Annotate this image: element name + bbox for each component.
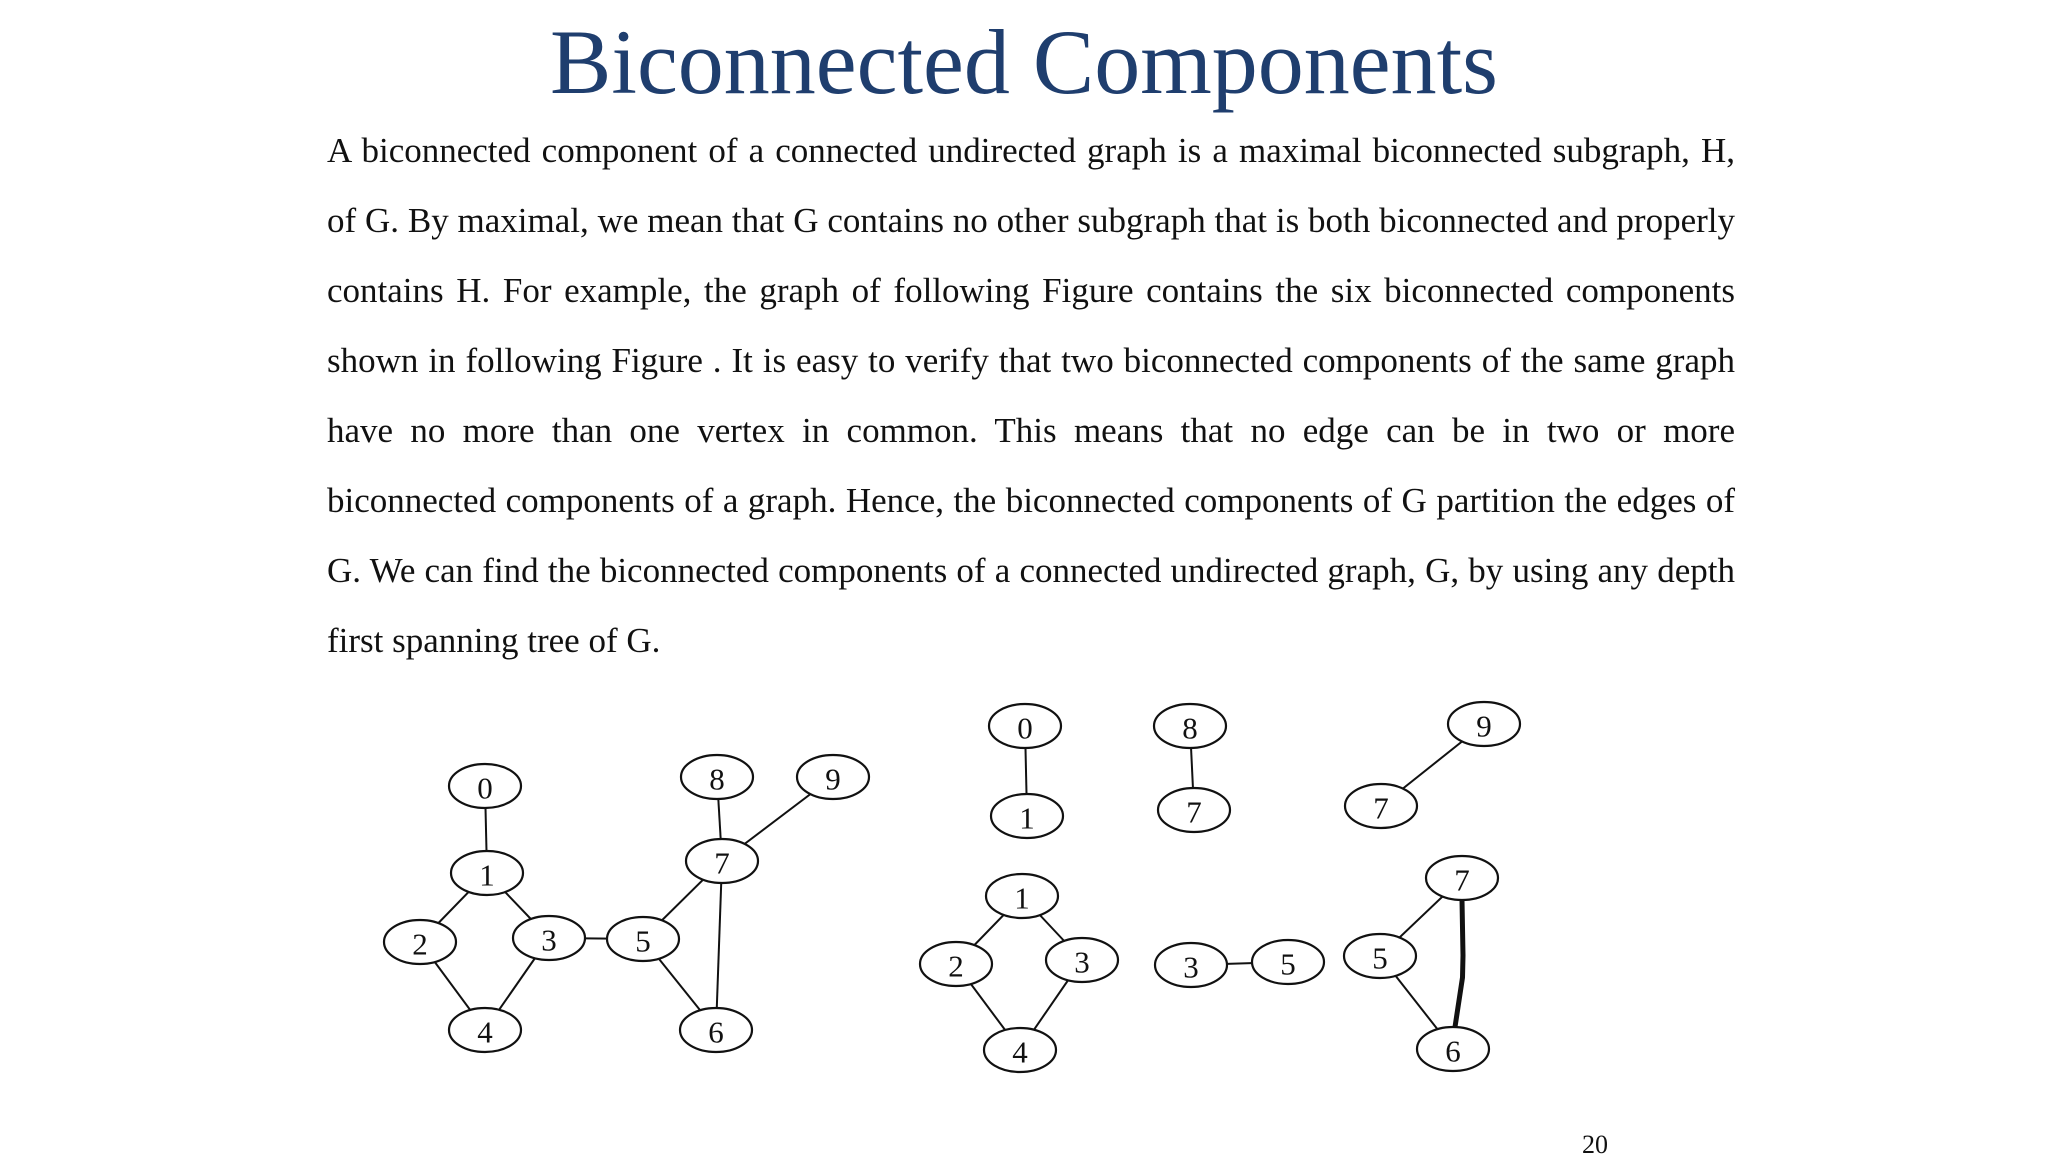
edge-7-6 bbox=[1455, 900, 1463, 1027]
component-7-9 bbox=[1345, 702, 1520, 828]
vertex-7 bbox=[1345, 784, 1417, 828]
component-8-7 bbox=[1154, 704, 1230, 832]
vertex-label: 2 bbox=[948, 948, 964, 984]
vertex-2 bbox=[384, 920, 456, 964]
vertex-label: 5 bbox=[1372, 940, 1388, 976]
vertex-label: 9 bbox=[1476, 708, 1492, 744]
component-3-5 bbox=[1155, 940, 1324, 987]
vertex-5 bbox=[607, 917, 679, 961]
vertex-label: 7 bbox=[1186, 794, 1202, 830]
vertex-2 bbox=[920, 942, 992, 986]
vertex-8 bbox=[681, 755, 753, 799]
vertex-label: 6 bbox=[1445, 1033, 1461, 1069]
vertex-6 bbox=[680, 1008, 752, 1052]
vertex-4 bbox=[984, 1028, 1056, 1072]
slide-title: Biconnected Components bbox=[550, 11, 1498, 113]
page-number: 20 bbox=[1582, 1130, 1608, 1159]
component-1-2-3-4 bbox=[920, 874, 1118, 1072]
vertex-1 bbox=[991, 794, 1063, 838]
vertex-label: 2 bbox=[412, 926, 428, 962]
vertex-3 bbox=[1155, 943, 1227, 987]
vertex-8 bbox=[1154, 704, 1226, 748]
vertex-label: 8 bbox=[1182, 710, 1198, 746]
vertex-0 bbox=[449, 764, 521, 808]
vertex-label: 3 bbox=[541, 922, 557, 958]
vertex-label: 4 bbox=[1012, 1034, 1028, 1070]
vertex-label: 5 bbox=[1280, 946, 1296, 982]
vertex-label: 8 bbox=[709, 761, 725, 797]
vertex-label: 7 bbox=[1454, 862, 1470, 898]
vertex-7 bbox=[1158, 788, 1230, 832]
vertex-5 bbox=[1344, 934, 1416, 978]
vertex-1 bbox=[986, 874, 1058, 918]
vertex-label: 7 bbox=[714, 845, 730, 881]
vertex-label: 1 bbox=[1014, 880, 1030, 916]
vertex-1 bbox=[451, 851, 523, 895]
body-paragraph: A biconnected component of a connected undirected graph is a maximal biconnected subgraph, H, of G. By maximal, we mean that G contains no other subgraph that is both biconnected and properly contains H. For example, the graph of following Figure contains the six biconnected components shown in following Figure . It is easy to verify that two biconnected components of the same graph have no more than one vertex in common. This means that no edge can be in two or more biconnected components of a graph. Hence, the biconnected components of G partition the edges of G. We can find the biconnected components of a connected undirected graph, G, by using any depth first spanning tree of G. bbox=[327, 131, 1735, 660]
graph-g bbox=[384, 755, 869, 1052]
vertex-9 bbox=[797, 755, 869, 799]
vertex-label: 1 bbox=[479, 857, 495, 893]
vertex-9 bbox=[1448, 702, 1520, 746]
vertex-label: 0 bbox=[1017, 710, 1033, 746]
vertex-label: 1 bbox=[1019, 800, 1035, 836]
vertex-7 bbox=[1426, 856, 1498, 900]
vertex-3 bbox=[513, 916, 585, 960]
vertex-label: 3 bbox=[1074, 944, 1090, 980]
vertex-label: 7 bbox=[1373, 790, 1389, 826]
vertex-label: 5 bbox=[635, 923, 651, 959]
vertex-label: 0 bbox=[477, 770, 493, 806]
vertex-0 bbox=[989, 704, 1061, 748]
vertex-label: 9 bbox=[825, 761, 841, 797]
vertex-label: 6 bbox=[708, 1014, 724, 1050]
component-0-1 bbox=[989, 704, 1063, 838]
vertex-label: 4 bbox=[477, 1014, 493, 1050]
edge-7-6 bbox=[716, 861, 722, 1030]
vertex-7 bbox=[686, 839, 758, 883]
component-7-5-6 bbox=[1344, 856, 1498, 1071]
vertex-label: 3 bbox=[1183, 949, 1199, 985]
vertex-4 bbox=[449, 1008, 521, 1052]
vertex-6 bbox=[1417, 1027, 1489, 1071]
vertex-3 bbox=[1046, 938, 1118, 982]
vertex-5 bbox=[1252, 940, 1324, 984]
